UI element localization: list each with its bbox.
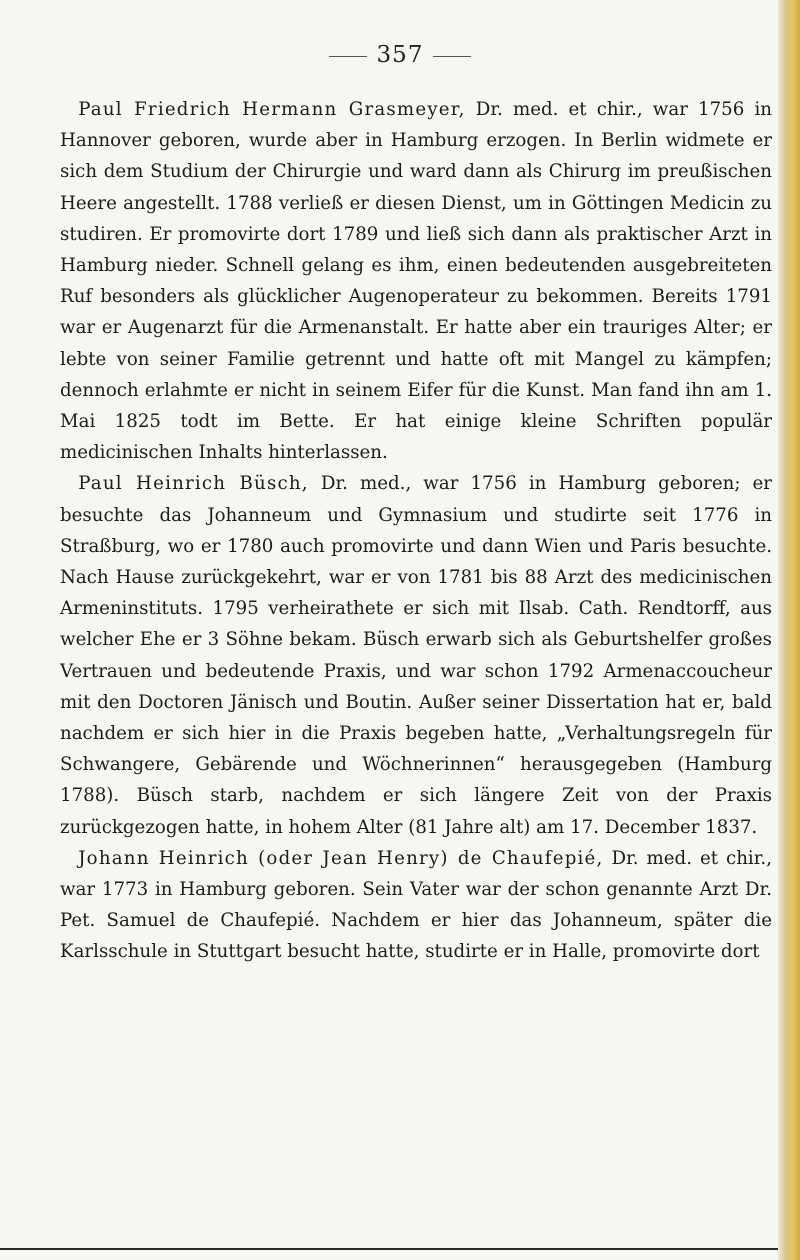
page-number-line [0, 42, 800, 68]
body-text [60, 94, 772, 968]
entry-text: Dr. med. et chir., war 1773 in Hamburg geboren. Sein Vater war der schon genannte Arzt Dr. Pet. Samuel de Chaufepié. Nachdem er hier das Johanneum, später die Karlsschule in Stuttgart besucht hatte, studirte er in Halle, promovirte dort [60, 847, 772, 963]
right-dash [433, 56, 471, 57]
entry-name: Johann Heinrich (oder Jean Henry) de Chaufepié, [78, 847, 604, 869]
entry-name: Paul Friedrich Hermann Grasmeyer, [78, 99, 466, 120]
bottom-rule [0, 1248, 778, 1250]
entry-text: Dr. med. et chir., war 1756 in Hannover geboren, wurde aber in Hamburg erzogen. In Berlin widmete er sich dem Studium der Chirurgie und ward dann als Chirurg im preußischen Heere angestellt. 1788 verließ er diesen Dienst, um in Göttingen Medicin zu studiren. Er promovirte dort 1789 und ließ sich dann als praktischer Arzt in Hamburg nieder. Schnell gelang es ihm, einen bedeutenden ausgebreiteten Ruf besonders als glücklicher Augenoperateur zu bekommen. Bereits 1791 war er Augenarzt für die Armenanstalt. Er hatte aber ein trauriges Alter; er lebte von seiner Familie getrennt und hatte oft mit Mangel zu kämpfen; dennoch erlahmte er nicht in seinem Eifer für die Kunst. Man fand ihn am 1. Mai 1825 todt im Bette. Er hat einige kleine Schriften populär medicinischen Inhalts hinterlassen. [60, 99, 772, 464]
page-edge [778, 0, 800, 1260]
entry-name: Paul Heinrich Büsch, [78, 473, 309, 495]
entry-chaufepie [60, 843, 772, 968]
entry-grasmeyer [60, 94, 772, 468]
entry-text: Dr. med., war 1756 in Hamburg geboren; er besuchte das Johanneum und Gymnasium und studirte seit 1776 in Straßburg, wo er 1780 auch promovirte und dann Wien und Paris besuchte. Nach Hause zurückgekehrt, war er von 1781 bis 88 Arzt des medicinischen Armeninstituts. 1795 verheirathete er sich mit Ilsab. Cath. Rendtorff, aus welcher Ehe er 3 Söhne bekam. Büsch erwarb sich als Geburtshelfer großes Vertrauen und bedeutende Praxis, und war schon 1792 Armenaccoucheur mit den Doctoren Jänisch und Boutin. Außer seiner Dissertation hat er, bald nachdem er sich hier in die Praxis begeben hatte, „Verhaltungsregeln für Schwangere, Gebärende und Wöchnerinnen“ herausgegeben (Hamburg 1788). Büsch starb, nachdem er sich längere Zeit von der Praxis zurückgezogen hatte, in hohem Alter (81 Jahre alt) am 17. December 1837. [60, 473, 772, 838]
left-dash [329, 56, 367, 57]
entry-buesch [60, 468, 772, 842]
page-number: 357 [376, 42, 424, 68]
